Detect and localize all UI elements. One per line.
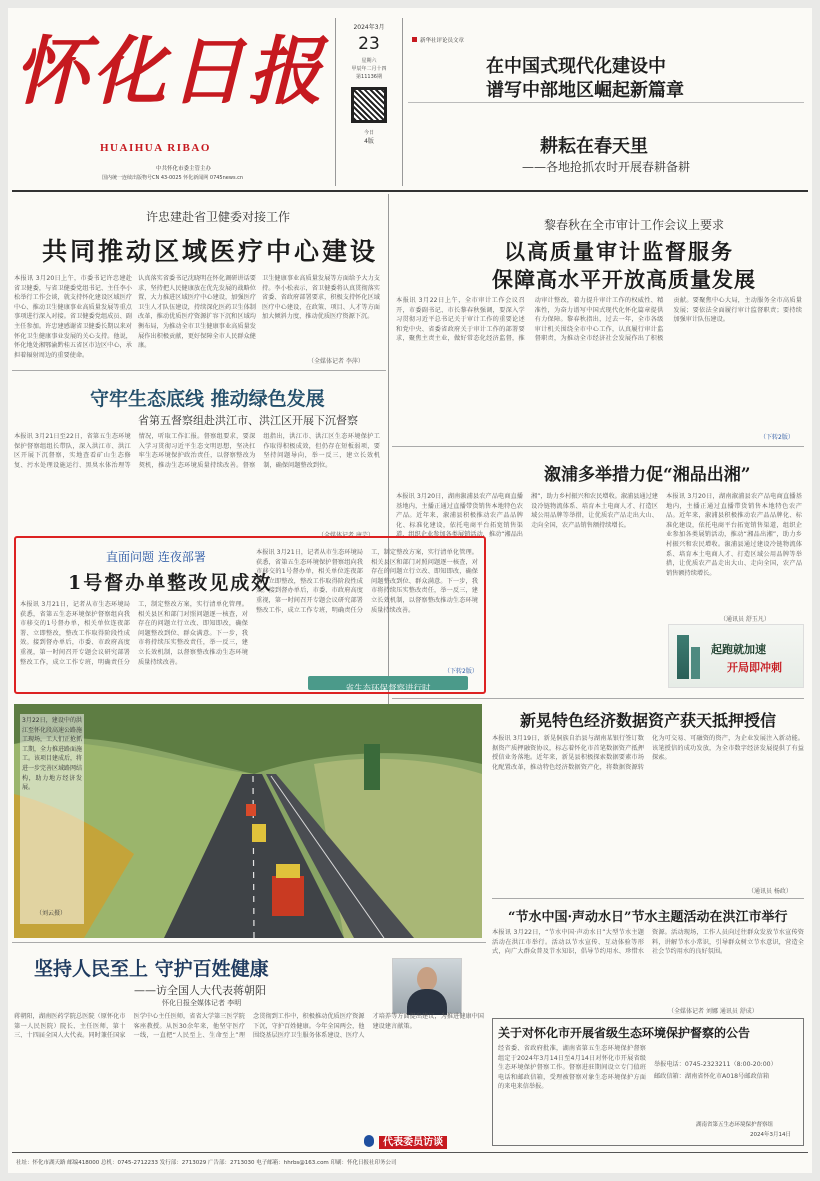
headline-audit-2[interactable]: 保障高水平开放高质量发展 bbox=[492, 267, 756, 292]
masthead-pinyin: HUAIHUA RIBAO bbox=[100, 142, 211, 154]
headline-supervision[interactable]: 1号督办单整改见成效 bbox=[68, 572, 273, 594]
ad-banner[interactable] bbox=[668, 624, 804, 688]
footer-info: 社址：怀化市湖天路 邮编418000 总机：0745-2712233 发行部：2713029 广告部：2713030 电子邮箱：hhrbs@163.com 印刷：怀化日报社印务公司 bbox=[16, 1160, 397, 1166]
supervision-body: 本报讯 3月21日，记者从市生态环境局获悉，省第五生态环境保护督察组向我市移交的1号督办单，相关单位连夜部署、立即整改，整改工作取得阶段性成效。接到督办单后，市委、市政府高度重视，第一时间召开专题会议研究部署整改工作，成立工作专班，明确责任分工，制定整改方案，实行清单化管理。相关县区和部门对照问题逐一核查，对存在的问题立行立改、即知即改，确保问题整改到位、群众满意。下一步，我市将持续压实整改责任，举一反三，建立长效机制，以督察整改推动生态环境质量持续改善。 bbox=[20, 601, 248, 666]
data-source: （通讯员 杨政） bbox=[748, 888, 792, 895]
npc-badge-label: 代表委员访谈 bbox=[379, 1136, 447, 1149]
microphone-icon bbox=[364, 1135, 374, 1147]
subheadline-spring-farm: ——各地抢抓农时开展春耕备耕 bbox=[522, 160, 691, 174]
issue-number: 第11136期 bbox=[356, 74, 382, 80]
lunar-date: 甲辰年二月十四 bbox=[351, 66, 387, 72]
badge-label: 省生态环保督察进行时 bbox=[345, 684, 431, 694]
subheadline-npc: ——访全国人大代表蒋朝阳 bbox=[134, 984, 266, 997]
water-source: （全媒体记者 刘娜 通讯员 舒成） bbox=[668, 1008, 758, 1015]
subheadline-eco: 省第五督察组赴洪江市、洪江区开展下沉督察 bbox=[138, 414, 358, 427]
kicker-supervision: 直面问题 连夜部署 bbox=[106, 550, 206, 564]
medical-col-1: 本报讯 3月20日上午，市委书记许忠建赴省卫健委，与省卫健委党组书记、主任李小松举行工作会谈，就支持怀化建设区域医疗中心、推动卫生健康事业高质量发展等重点事项进行深入对接。省卫健委党组成员、副主任参加。许忠建感谢省卫健委长期以来对怀化卫生健康事业发展的关心支持。他说，怀化地处湘鄂渝黔桂五省区市边区中心，承担着辐射周边的重要使命。 bbox=[14, 275, 132, 359]
today-label: 今日 bbox=[363, 130, 374, 136]
notice-mailbox: 邮政信箱：湖南省怀化市A018号邮政信箱 bbox=[654, 1073, 770, 1080]
highway-photo[interactable] bbox=[14, 704, 482, 938]
water-body: 本报讯 3月22日，“节水中国·声动水日”大型节水主题活动在洪江市举行。活动以节水宣传、互动体验等形式，向广大群众普及节水知识，倡导节约用水、珍惜水资源。活动现场，工作人员向过往群众发放节水宣传资料，讲解节水小常识，引导群众树立节水意识，营造全社会节约用水的良好氛围。 bbox=[492, 929, 804, 956]
audit-continued[interactable]: （下转2版） bbox=[760, 434, 794, 441]
date-block bbox=[338, 22, 400, 187]
headline-water[interactable]: “节水中国·声动水日”节水主题活动在洪江市举行 bbox=[508, 910, 788, 925]
npc-author: 怀化日报全媒体记者 李明 bbox=[162, 999, 242, 1007]
masthead-logo bbox=[14, 22, 332, 132]
portrait-head-icon bbox=[417, 967, 437, 991]
photo-caption-overlay bbox=[20, 714, 84, 924]
tag-marker-icon bbox=[412, 37, 417, 42]
page-count: 4版 bbox=[364, 138, 374, 145]
xupu-body-right: 本报讯 3月20日，湖南溆浦县农产品电商直播基地内，主播正通过直播带货销售本地特色农产品。近年来，溆浦县积极推动农产品品牌化、标准化建设，依托电商平台拓宽销售渠道，组织企业参加各类展销活动，推动“湘品出湘”，助力乡村振兴和农民增收。溆浦县通过建设冷链物流体系、培育本土电商人才、打造区域公用品牌等举措，让优质农产品走出大山、走向全国，农产品销售额持续增长。 bbox=[666, 493, 802, 577]
date-day: 23 bbox=[358, 34, 380, 54]
audit-body: 本报讯 3月22日上午，全市审计工作会议召开，市委副书记、市长黎春秋强调，要深入学习贯彻习近平总书记关于审计工作的重要论述和党中央、省委省政府关于审计工作的部署要求，聚焦主责主业，做好常态化经济监督，推动审计整改，着力提升审计工作的权威性、精准性，为奋力谱写中国式现代化怀化篇章提供有力保障。黎春秋指出，过去一年，全市各级审计机关围绕全市中心工作，认真履行审计监督职责，为推动全市经济社会发展作出了积极贡献。要聚焦中心大局，主动服务全市高质量发展；要依法全面履行审计监督职责；要持续加强审计队伍建设。 bbox=[396, 297, 802, 343]
medical-source: （全媒体记者 李萍） bbox=[308, 358, 364, 365]
headline-audit-1[interactable]: 以高质量审计监督服务 bbox=[504, 239, 734, 264]
publisher-line: 中共怀化市委主管主办 bbox=[156, 166, 212, 172]
headline-central-1[interactable]: 在中国式现代化建设中 bbox=[486, 56, 666, 77]
tag-label: 新华社评论员文章 bbox=[420, 38, 465, 44]
headline-spring-farm[interactable]: 耕耘在春天里 bbox=[540, 136, 648, 157]
date-label: 2024年3月 bbox=[353, 24, 385, 31]
npc-body: 蒋朝阳，湖南医药学院总医院（原怀化市第一人民医院）院长、主任医师，第十三、十四届全国人大代表。同时兼任国家医学中心主任医师，省省大学第三医学院客座教授。从医30余年来，他坚守医疗一线，一直把“人民至上、生命至上”理念贯彻到工作中，积极推动优质医疗资源下沉，守护百姓健康。今年全国两会，他围绕基层医疗卫生服务体系建设、医疗人才培养等方面提出建议，为推进健康中国建设建言献策。 bbox=[14, 1013, 484, 1040]
eco-source: （全媒体记者 唐芸） bbox=[318, 532, 374, 539]
notice-body: 经省委、省政府批准，湖南省第五生态环境保护督察组定于2024年3月14日至4月14日对怀化市开展省级生态环境保护督察工作。督察进驻期间设立专门值班电话和邮政信箱，受理被督察对象生态环境保护方面的来电来信举报。 bbox=[498, 1045, 646, 1091]
headline-medical[interactable]: 共同推动区域医疗中心建设 bbox=[42, 237, 379, 266]
notice-phone: 举报电话：0745-2323211（8:00-20:00） bbox=[654, 1061, 777, 1068]
ad-line-1: 起跑就加速 bbox=[711, 643, 766, 656]
data-body: 本报讯 3月19日，新晃侗族自治县与湖南某银行签订数据资产质押融资协议，标志着怀化市首笔数据资产抵押授信业务落地。近年来，新晃县积极探索数据要素市场化配置改革，推动特色经济数据资产化，将数据资源转化为可交易、可融资的资产，为企业发展注入新动能。该笔授信的成功发放，为全市数字经济发展提供了有益探索。 bbox=[492, 735, 804, 771]
npc-portrait bbox=[392, 958, 462, 1014]
headline-xupu[interactable]: 溆浦多举措力促“湘品出湘” bbox=[544, 465, 751, 485]
kicker-medical: 许忠建赴省卫健委对接工作 bbox=[146, 210, 291, 224]
highway-photo-image bbox=[14, 704, 482, 938]
supervision-continued[interactable]: （下转2版） bbox=[444, 668, 478, 675]
logo-text: 怀化日报 bbox=[14, 29, 326, 115]
weekday: 星期六 bbox=[361, 58, 377, 64]
newspaper-page bbox=[8, 8, 812, 1173]
xupu-source: （通讯员 舒玉凡） bbox=[720, 616, 770, 623]
kicker-audit: 黎春秋在全市审计工作会议上要求 bbox=[544, 218, 725, 232]
qr-code[interactable] bbox=[351, 87, 387, 123]
headline-eco[interactable]: 守牢生态底线 推动绿色发展 bbox=[90, 388, 325, 410]
xupu-body: 本报讯 3月20日，湖南溆浦县农产品电商直播基地内，主播正通过直播带货销售本地特色农产品。近年来，溆浦县积极推动农产品品牌化、标准化建设，依托电商平台拓宽销售渠道，组织企业参加各类展销活动，推动“湘品出湘”，助力乡村振兴和农民增收。溆浦县通过建设冷链物流体系、培育本土电商人才、打造区域公用品牌等举措，让优质农产品走出大山、走向全国，农产品销售额持续增长。 bbox=[396, 493, 658, 539]
publication-info: 国内统一连续出版物号CN 43-0025 怀化新闻网 0745news.cn bbox=[102, 175, 244, 181]
medical-col-3: 卫生健康事业高质量发展等方面给予大力支持。李小松表示，省卫健委将认真贯彻落实省委、省政府部署要求，积极支持怀化区域医疗中心建设，在政策、项目、人才等方面加大倾斜力度，推动优质医疗资源下沉。 bbox=[262, 275, 380, 321]
notice-signer: 湖南省第五生态环境保护督察组 bbox=[696, 1122, 774, 1128]
medical-col-2: 认真落实省委书记沈晓明在怀化调研讲话要求，坚持把人民健康放在优先发展的战略位置，大力推进区域医疗中心建设，加强医疗卫生人才队伍建设，持续深化医药卫生体制改革，推动优质医疗资源扩容下沉和区域均衡布局，为推动全市卫生健康事业高质量发展作出积极贡献，更好保障全市人民群众健康。 bbox=[138, 275, 256, 350]
photo-credit: （刘云摄） bbox=[36, 910, 67, 917]
notice-date: 2024年3月14日 bbox=[750, 1132, 791, 1138]
headline-npc[interactable]: 坚持人民至上 守护百姓健康 bbox=[34, 958, 269, 980]
xinhua-tag bbox=[412, 36, 464, 44]
headline-data-asset[interactable]: 新晃特色经济数据资产获天抵押授信 bbox=[520, 711, 777, 730]
supervision-badge bbox=[308, 676, 468, 694]
headline-central-2[interactable]: 谱写中部地区崛起新篇章 bbox=[486, 80, 684, 101]
eco-body: 本报讯 3月21日至22日，省第五生态环境保护督察组组长带队，深入洪江市、洪江区开展下沉督察，实地查看矿山生态修复、污水处理设施运行、黑臭水体治理等情况，听取工作汇报。督察组要求，要深入学习贯彻习近平生态文明思想，坚决扛牢生态环境保护政治责任，以督察整改为契机，推动生态环境质量持续改善。督察组指出，洪江市、洪江区生态环境保护工作取得积极成效，但仍存在短板弱项，要坚持问题导向，举一反三，建立长效机制，确保问题整改到位。 bbox=[14, 433, 380, 469]
ad-line-2: 开局即冲刺 bbox=[727, 661, 782, 674]
building-icon bbox=[677, 635, 689, 679]
building-icon-2 bbox=[691, 647, 700, 679]
notice-title[interactable]: 关于对怀化市开展省级生态环境保护督察的公告 bbox=[498, 1026, 751, 1040]
supervision-body-right: 本报讯 3月21日，记者从市生态环境局获悉，省第五生态环境保护督察组向我市移交的1号督办单，相关单位连夜部署、立即整改，整改工作取得阶段性成效。接到督办单后，市委、市政府高度重视，第一时间召开专题会议研究部署整改工作，成立工作专班，明确责任分工，制定整改方案，实行清单化管理。相关县区和部门对照问题逐一核查，对存在的问题立行立改、即知即改，确保问题整改到位、群众满意。下一步，我市将持续压实整改责任，举一反三，建立长效机制，以督察整改推动生态环境质量持续改善。 bbox=[256, 549, 478, 614]
npc-interview-badge bbox=[364, 1130, 460, 1146]
photo-caption: 3月22日，建设中的洪江至怀化段高速公路施工现场，工人们正抢抓工期，全力推进路面施工。该项目建成后，将进一步完善区域路网结构，助力地方经济发展。 bbox=[22, 717, 83, 792]
